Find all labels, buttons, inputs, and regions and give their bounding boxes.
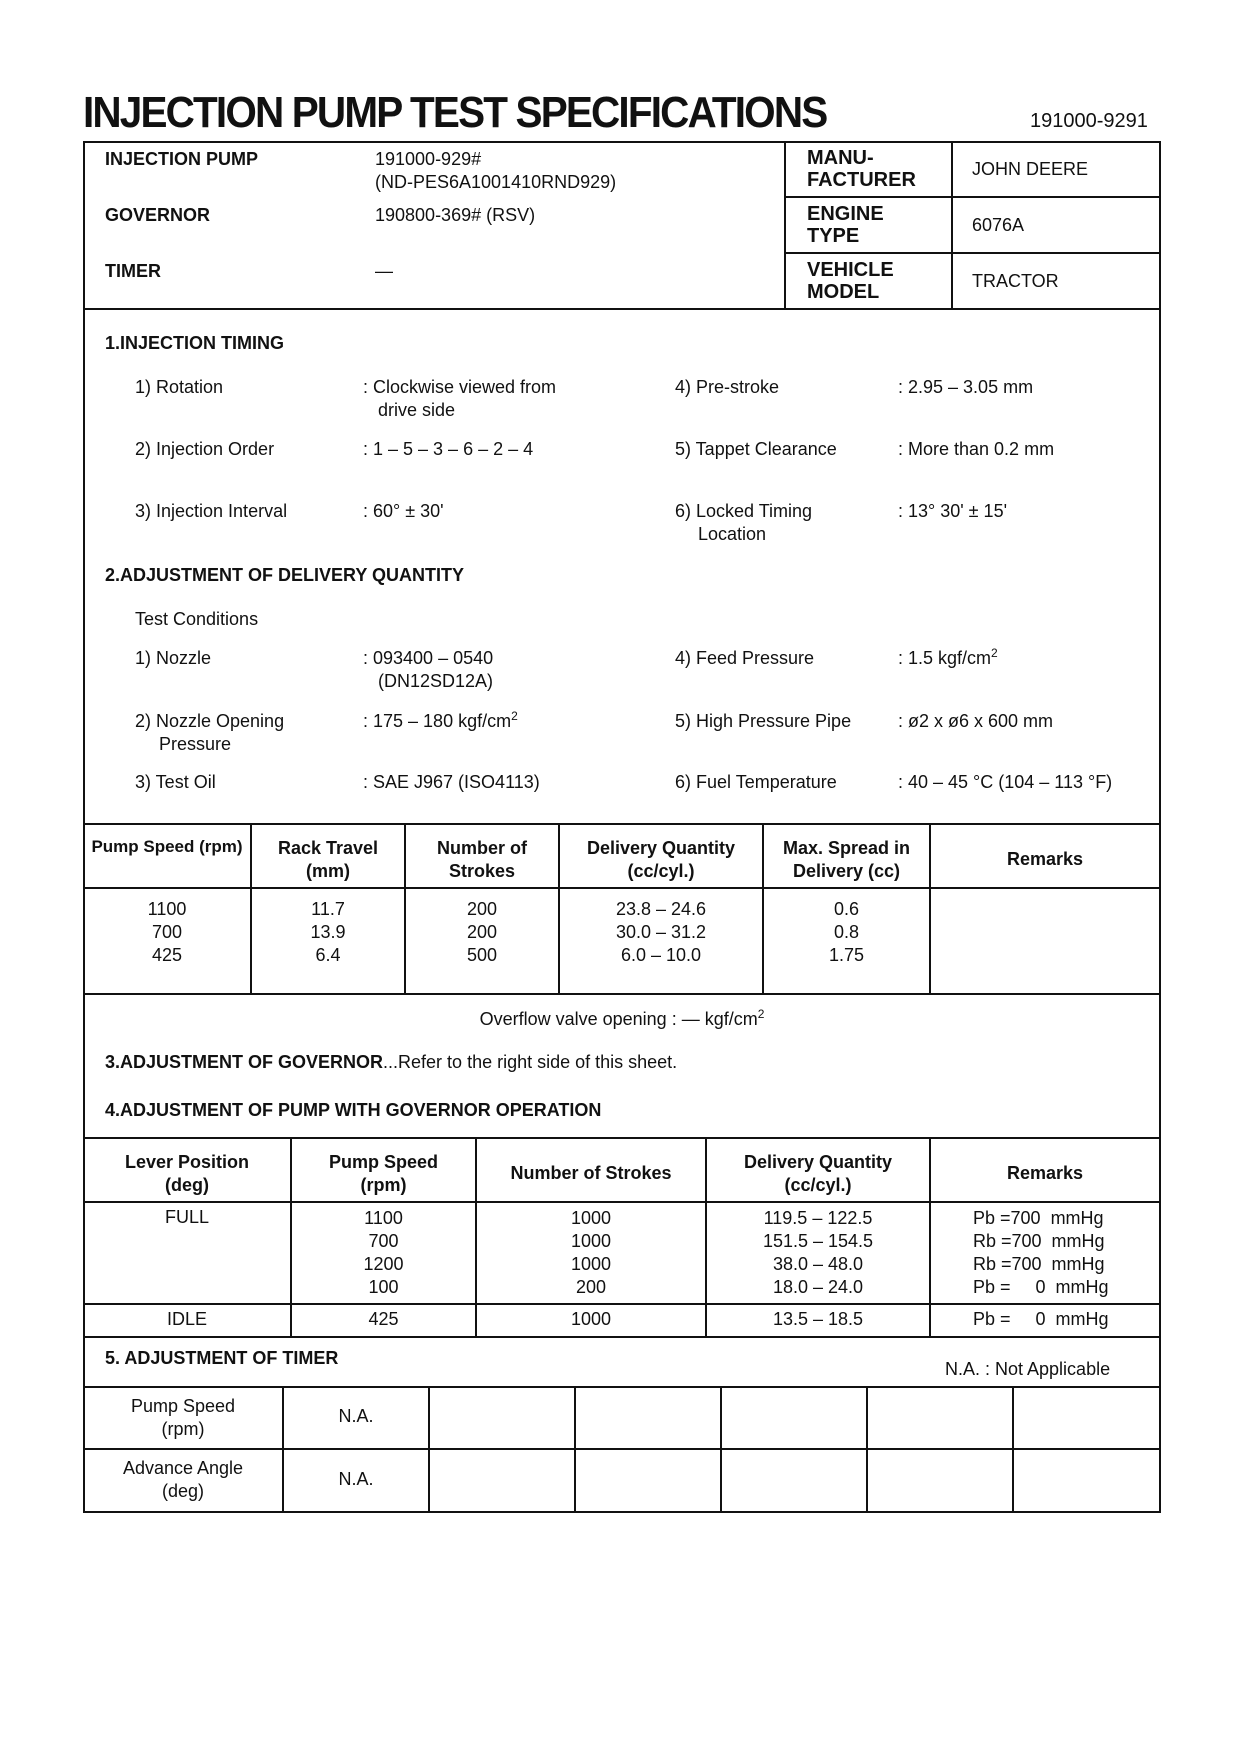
- governor-col-quantity: [706, 1207, 930, 1299]
- spec-sheet-frame: [83, 141, 1161, 1511]
- nozzle-value: : 093400 – 0540: [363, 648, 494, 668]
- locked-timing-label-2: Location: [698, 524, 767, 544]
- table-cell: 200: [466, 899, 498, 919]
- table-cell: Rb =700 mmHg: [973, 1254, 1105, 1274]
- governor-col-pump-speed: [291, 1207, 476, 1299]
- delivery-col-quantity: [559, 898, 763, 967]
- col-header-strokes: Number of Strokes: [437, 838, 527, 881]
- table-cell: 0.6: [833, 899, 860, 919]
- table-cell: 1000: [570, 1208, 612, 1228]
- table-cell: 6.0 – 10.0: [620, 945, 702, 965]
- table-cell: Pb = 0 mmHg: [973, 1277, 1109, 1297]
- tappet-clearance-value: : More than 0.2 mm: [898, 439, 1055, 459]
- na-note: N.A. : Not Applicable: [945, 1359, 1111, 1379]
- section-governor-adjustment: 3.ADJUSTMENT OF GOVERNOR...Refer to the right side of this sheet.: [105, 1052, 678, 1072]
- fuel-temperature-value: : 40 – 45 °C (104 – 113 °F): [898, 772, 1113, 792]
- table-cell: 1000: [570, 1254, 612, 1274]
- table-cell: 100: [368, 1277, 399, 1297]
- delivery-col-pump-speed: [83, 898, 251, 967]
- high-pressure-pipe-value: : ø2 x ø6 x 600 mm: [898, 711, 1054, 731]
- table-cell: 0.8: [833, 922, 860, 942]
- section-timer-heading: 5. ADJUSTMENT OF TIMER: [105, 1348, 339, 1368]
- table-cell: 13.9: [310, 922, 346, 942]
- frame-right: [1159, 141, 1161, 1513]
- timer-pump-speed-value: N.A.: [338, 1406, 374, 1426]
- header-divider: [784, 141, 786, 309]
- col-header-lever-position: Lever Position (deg): [124, 1152, 250, 1195]
- injection-order-value: : 1 – 5 – 3 – 6 – 2 – 4: [363, 439, 534, 459]
- governor-col-strokes: [476, 1207, 706, 1299]
- col-header-strokes: Number of Strokes: [510, 1163, 672, 1183]
- col-header-remarks: Remarks: [1006, 849, 1084, 869]
- table-cell: 500: [466, 945, 498, 965]
- frame-left: [83, 141, 85, 1513]
- injection-pump-model: (ND-PES6A1001410RND929): [375, 172, 617, 192]
- high-pressure-pipe-label: 5) High Pressure Pipe: [675, 711, 852, 731]
- header-divider: [784, 252, 1161, 254]
- col-header-rack-travel: Rack Travel (mm): [277, 838, 379, 881]
- header-divider: [951, 141, 953, 309]
- col-header-remarks: Remarks: [1006, 1163, 1084, 1183]
- col-header-pump-speed: Pump Speed (rpm): [91, 837, 243, 856]
- table-cell: Rb =700 mmHg: [973, 1231, 1105, 1251]
- delivery-col-rack-travel: [251, 898, 405, 967]
- vehicle-model-label-2: MODEL: [807, 281, 880, 303]
- header-divider: [83, 308, 1161, 310]
- table-cell: 1.75: [828, 945, 865, 965]
- governor-value: 190800-369# (RSV): [375, 205, 536, 225]
- table-cell: 151.5 – 154.5: [762, 1231, 874, 1251]
- timer-label: TIMER: [105, 261, 161, 281]
- rotation-label: 1) Rotation: [135, 377, 224, 397]
- manufacturer-value: JOHN DEERE: [972, 159, 1089, 179]
- table-cell: 1200: [363, 1254, 404, 1274]
- nozzle-model: (DN12SD12A): [378, 671, 494, 691]
- col-header-max-spread: Max. Spread in Delivery (cc): [782, 838, 911, 881]
- col-header-pump-speed: Pump Speed (rpm): [328, 1152, 439, 1195]
- idle-remarks: Pb = 0 mmHg: [973, 1309, 1109, 1329]
- prestroke-value: : 2.95 – 3.05 mm: [898, 377, 1034, 397]
- timer-advance-angle-value: N.A.: [338, 1469, 374, 1489]
- nozzle-label: 1) Nozzle: [135, 648, 212, 668]
- table-rule: [83, 1137, 1161, 1139]
- governor-col-remarks: [973, 1207, 1109, 1299]
- table-cell: 30.0 – 31.2: [615, 922, 707, 942]
- fuel-temperature-label: 6) Fuel Temperature: [675, 772, 837, 792]
- injection-pump-label: INJECTION PUMP: [105, 149, 259, 169]
- frame-top: [83, 141, 1161, 143]
- injection-interval-label: 3) Injection Interval: [135, 501, 288, 521]
- engine-type-value: 6076A: [972, 215, 1025, 235]
- table-cell: 700: [151, 922, 183, 942]
- injection-interval-value: : 60° ± 30': [363, 501, 444, 521]
- nozzle-opening-pressure-label: 2) Nozzle Opening: [135, 711, 285, 731]
- engine-type-label-2: TYPE: [807, 225, 860, 247]
- rotation-value-2: drive side: [378, 400, 456, 420]
- locked-timing-label: 6) Locked Timing: [675, 501, 813, 521]
- vehicle-model-label: VEHICLE: [807, 259, 894, 281]
- tappet-clearance-label: 5) Tappet Clearance: [675, 439, 837, 459]
- engine-type-label: ENGINE: [807, 203, 884, 225]
- frame-bottom: [83, 1511, 1161, 1513]
- timer-advance-angle-label: Advance Angle (deg): [122, 1458, 244, 1501]
- nozzle-opening-pressure-value: : 175 – 180 kgf/$cm^2$: [363, 709, 518, 731]
- delivery-col-strokes: [405, 898, 559, 967]
- table-rule: [83, 1336, 1161, 1338]
- table-cell: 23.8 – 24.6: [615, 899, 707, 919]
- table-rule: [866, 1386, 868, 1512]
- table-cell: 11.7: [311, 899, 345, 919]
- lever-full: FULL: [164, 1207, 209, 1227]
- table-cell: 6.4: [315, 945, 341, 965]
- governor-label: GOVERNOR: [105, 205, 211, 225]
- table-rule: [574, 1386, 576, 1512]
- injection-pump-value: 191000-929#: [375, 149, 482, 169]
- header-divider: [784, 196, 1161, 198]
- col-header-delivery-quantity: Delivery Quantity (cc/cyl.): [586, 838, 736, 881]
- locked-timing-value: : 13° 30' ± 15': [898, 501, 1008, 521]
- table-rule: [83, 1303, 1161, 1305]
- manufacturer-label: MANU-: [807, 147, 874, 169]
- table-rule: [720, 1386, 722, 1512]
- table-cell: 200: [575, 1277, 607, 1297]
- overflow-valve-note: Overflow valve opening : — kgf/$cm^2$: [479, 1007, 765, 1029]
- manufacturer-label-2: FACTURER: [807, 169, 916, 191]
- table-rule: [83, 1201, 1161, 1203]
- test-conditions-label: Test Conditions: [135, 609, 259, 629]
- table-cell: 200: [466, 922, 498, 942]
- table-cell: 18.0 – 24.0: [772, 1277, 864, 1297]
- table-cell: 425: [151, 945, 183, 965]
- table-cell: 119.5 – 122.5: [763, 1208, 873, 1228]
- test-oil-label: 3) Test Oil: [135, 772, 216, 792]
- page-title: INJECTION PUMP TEST SPECIFICATIONS: [83, 88, 827, 137]
- timer-pump-speed-label: Pump Speed (rpm): [130, 1396, 236, 1439]
- document-number: 191000-9291: [1030, 110, 1148, 132]
- table-cell: 1100: [364, 1208, 403, 1228]
- table-cell: 38.0 – 48.0: [772, 1254, 864, 1274]
- section-injection-timing-heading: 1.INJECTION TIMING: [105, 333, 285, 353]
- table-cell: 700: [368, 1231, 399, 1251]
- table-rule: [83, 1386, 1161, 1388]
- table-rule: [83, 887, 1161, 889]
- idle-delivery-quantity: 13.5 – 18.5: [772, 1309, 864, 1329]
- table-rule: [83, 1448, 1161, 1450]
- table-rule: [1012, 1386, 1014, 1512]
- table-rule: [83, 823, 1161, 825]
- idle-strokes: 1000: [570, 1309, 612, 1329]
- rotation-value: : Clockwise viewed from: [363, 377, 557, 397]
- table-rule: [83, 993, 1161, 995]
- idle-pump-speed: 425: [368, 1309, 399, 1329]
- feed-pressure-value: : 1.5 kgf/$cm^2$: [898, 646, 998, 668]
- injection-order-label: 2) Injection Order: [135, 439, 275, 459]
- section-delivery-quantity-heading: 2.ADJUSTMENT OF DELIVERY QUANTITY: [105, 565, 465, 585]
- table-cell: Pb =700 mmHg: [973, 1208, 1104, 1228]
- section-pump-governor-heading: 4.ADJUSTMENT OF PUMP WITH GOVERNOR OPERATION: [105, 1100, 602, 1120]
- timer-value: —: [375, 261, 393, 281]
- nozzle-opening-pressure-label-2: Pressure: [159, 734, 232, 754]
- feed-pressure-label: 4) Feed Pressure: [675, 648, 815, 668]
- table-cell: 1100: [147, 899, 187, 919]
- delivery-col-max-spread: [763, 898, 930, 967]
- prestroke-label: 4) Pre-stroke: [675, 377, 780, 397]
- table-cell: 1000: [570, 1231, 612, 1251]
- test-oil-value: : SAE J967 (ISO4113): [363, 772, 540, 792]
- lever-idle: IDLE: [166, 1309, 208, 1329]
- vehicle-model-value: TRACTOR: [972, 271, 1059, 291]
- table-rule: [428, 1386, 430, 1512]
- col-header-delivery-quantity: Delivery Quantity (cc/cyl.): [743, 1152, 893, 1195]
